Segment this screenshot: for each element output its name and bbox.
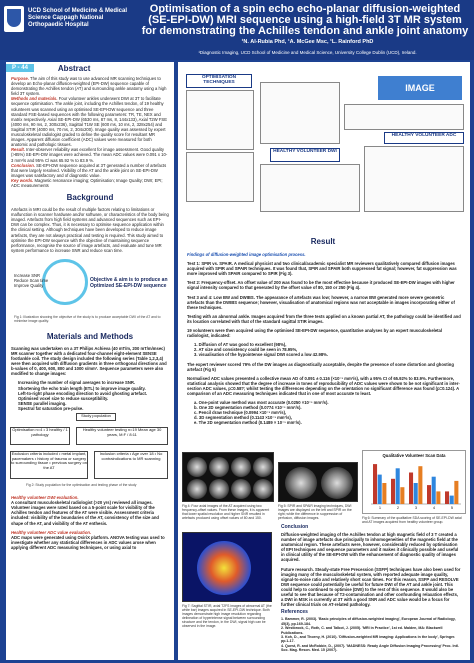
- optimisation-table-2: [186, 152, 254, 202]
- purpose-text: The aim of this study was to use advanced MR scanning techniques to develop an Echo-planar diffusion-weighted (EPI-DW) sequence capable of demonstrating the Achilles tendon (AT) and surrounding ankle anatomy using a high field 3T system.: [11, 76, 167, 97]
- adc-item-e: e. The 2D segmentation method (0.1489 × 10⁻³ mm²/s).: [194, 420, 302, 426]
- chart-bar: [454, 481, 458, 504]
- adc-item-d: d. 3D segmentation method (0.1143 ×10⁻³ mm²/s),: [194, 415, 292, 421]
- abstract-header: [6, 62, 174, 74]
- reference-1: 1. Bammer, R. (2003). 'Basic principles of diffusion-weighted imaging', European Journal of Radiology, 45(3), pp.169-184.: [281, 617, 456, 626]
- materials-steps: [6, 378, 174, 413]
- fig6-caption: Fig 6: Summary of the qualitative SDA scoring of SE-EPI-DW axial and AT images acquired from healthy volunteer group.: [362, 516, 462, 524]
- flow-optimisation: Optimisation n=4 • 3 healthy / 1 pathology: [10, 427, 70, 445]
- step-3: Left-to-right phase encoding direction to avoid ghosting artefact.: [18, 390, 148, 396]
- fig7-caption: Fig 7: Sagittal STIR, axial T2FS images of abnormal AT (the white bar) images acquired in SE-EPI-DW technique. Both images demonstrate high image resolution regarding delineation of hyperintense signal between surrounding structure and the tendon, in the DWI, signal high can be observed in the image.: [182, 604, 272, 628]
- chart-tick-label: 3: [415, 506, 417, 510]
- adc-item-c: c. Pencil draw technique (0.0994 ×10⁻³ mm²/s),: [194, 410, 287, 416]
- result-label: Result.: [11, 147, 25, 153]
- chart-tick-label: 2: [397, 506, 399, 510]
- hv-item-3: 3. visualisation of the hypointense signal DWI scored a low 42.98%.: [194, 352, 329, 358]
- optimisation-box: OPTIMISATION TECHNIQUES: [186, 74, 252, 88]
- chart-bar: [396, 468, 400, 504]
- school-name: UCD School of Medicine & Medical Science Cappagh National Orthopaedic Hospital: [28, 8, 128, 28]
- right-column: [178, 62, 470, 660]
- affiliation: ¹Diagnostic Imaging, UCD School of Medicine and Medical Science, University College Dublin (UCD), Ireland.: [198, 50, 417, 55]
- chart-bar: [436, 491, 440, 504]
- conclusion-text: SE-EPI-DW sequence acquired at 3T generated a number of artefacts that were largely resolved. Visibility of the AT and the ankle joint on SE-EPI-DW images was satisfactory and of diagnostic value.: [11, 162, 167, 178]
- fig2-caption: Fig 2: Study population for the optimisation and testing phase of the study: [26, 483, 137, 488]
- bullet-snr: Increase SNR: [14, 272, 41, 278]
- conclusion-section: [276, 524, 466, 655]
- background-text: Artefacts in MRI could be the result of multiple factors relating to limitations or malfunction in scanner hardware and/or software, or characteristics of the body being imaged. Artefacts from high field systems and advanced sequences such as EPI-DWI can be complex. Thus, it is necessary to optimise sequence application within the clinical setting. Although techniques have been developed to reduce image artefacts, they are not always practical and testing is required. This study aimed to optimise the EPI-DW sequence with the objective of maintaining sequence performance, recognise the source of image artefacts, and evaluate and tune MR system performance to increase SNR and reduce scan time.: [11, 207, 169, 253]
- keywords-text: Magnetic resonance imaging; Optimisation; Image Quality; DWI; EPI; ADC measurements: [11, 177, 163, 188]
- hv-eval-label: Healthy volunteer DWI evaluation.: [11, 495, 79, 501]
- step-5: SENSE parallel imaging.: [18, 400, 67, 406]
- chart-bar: [400, 487, 404, 504]
- study-flowchart: [6, 413, 174, 493]
- flow-inclusion: Inclusion criteria • Age over 18 • No contraindications to MR scanning: [94, 451, 168, 479]
- chart-bar: [414, 483, 418, 504]
- adc-item-a: a. One-point value method was most accurate (0.0250 ×10⁻³ mm²/s).: [194, 400, 329, 406]
- methods-label: Methods and materials.: [11, 96, 58, 102]
- conclusion-label: Conclusion.: [11, 162, 35, 168]
- left-column: [6, 62, 174, 660]
- hv-eval: [6, 493, 174, 528]
- abstract-body: [6, 74, 174, 190]
- bullet-quality: Improve Quality: [14, 282, 44, 288]
- result-text: Inter-observer reliability was excellent for image assessment. Good quality (>85%) SE-EPI-DW images were achieved. The mean ADC values were 0.091 x 10-3 mm²/s and 95% Cl was 65.92 % to 83.9 %.: [11, 147, 168, 163]
- reference-4: 4. Quest, R. and McRobbie, D., (2007). 'MADNESS: Ready Angle Diffusion Imaging Processing' Proc. Intl. Soc. Mag. Reson. Med. 15 (2007).: [281, 643, 459, 653]
- keywords-label: Key words.: [11, 177, 34, 183]
- normalised-adc: Normalised ADC values presented a collective mean AD of 0.091 ± 0.116 (×10⁻³ mm²/s), with a 95% CI of 65.92% to 83.9%. Furthermore, statistical analysis showed that the degree of increase in tones of reproducibility of ADC values were shown to be not significant in inter-section ADC values, p=0.58?; whilst testing the differences depending on the orientation no significant difference was found (p=0.124). A comparison of an ADC measuring techniques indicated that in one of most accurate to least.: [187, 375, 460, 396]
- hv-summary: 19 volunteers were then acquired using the optimised SE-EPI-DW sequence, quantitative analyses by an expert musculoskeletal radiologist, indicated:: [187, 328, 443, 339]
- finding-4: Testing with an abnormal ankle. Images acquired from the three tests applied on a known partial AT, the pathology could be identified and its location correlated with that of the standard sagittal STIR images.: [187, 313, 461, 324]
- fig7-mri-heat: [182, 532, 272, 602]
- hv-list: [182, 340, 466, 359]
- poster-header: [0, 0, 474, 60]
- chart-title: Qualitative Volunteer Scan Data: [382, 453, 446, 458]
- purpose-label: Purpose.: [11, 76, 29, 81]
- chart-bar: [373, 464, 377, 504]
- result-body: [182, 250, 466, 428]
- methods-text: Four volunteer ankles underwent DWI at 3T to facilitate sequence optimisation. The ankle joint, including the Achilles tendon, of 19 healthy volunteers was scanned using an optimised SE-EPI-DW sequence and three standard FSE-based sequences with the following parameters: TR, TE, NEX and matrix respectively. Axial SE-EPI-DW (6530 ms, 87 ms, 8, 144x133), Axial T2W FSE (4000 ms, 90 ms, 2, 300x236), Sagittal T1W SE (600 ms, 10 ms, 2, 328x254) and Sagittal STIR (4000 ms, 70 ms, 2, 304x200). Image quality was assessed by expert musculoskeletal radiologist graded to define the quality score for resultant MR images. Apparent diffusion coefficient (ADC) values were measured for both anatomic and pathologic tissues.: [11, 96, 167, 148]
- chart-bar: [382, 483, 386, 504]
- parameters-table: [260, 82, 340, 144]
- authors: ¹N. Al-Rubia Phd, ¹A. McGee Msc, ¹L. Rainford PhD: [241, 39, 374, 45]
- chart-bar: [432, 477, 436, 504]
- adc-eval: [6, 528, 174, 552]
- adc-item-b: b. One 2D segmentation method (0.0774 ×10⁻³ mm²/s).: [194, 405, 302, 411]
- ucd-logo: [4, 6, 24, 32]
- chart-tick-label: 1: [379, 506, 381, 510]
- materials-heading: Materials and Methods: [46, 331, 134, 341]
- step-1: Increasing the number of signal averages to increase SNR.: [18, 380, 136, 386]
- conclusion-body: Diffusion-weighted imaging of the Achilles tendon at high magnetic field of 3 T created a number of image artefacts due principally to inhomogeneities of the magnetic field at the anatomical region. These artefacts were, however, considerably reduced by optimisation of EPI techniques and sequence parameters and it makes it clinically possible and useful in clinical utility of the SE-EPI-DW with the enhancement of diagnostic quality of images acquired.: [281, 532, 459, 563]
- result-heading: Result: [310, 237, 336, 246]
- background-heading: Background: [66, 193, 114, 203]
- flow-exclusion: Exclusion criteria included • metal implant, pacemakers • history of trauma or surgery to surrounding tissue • previous surgery on the AT: [10, 451, 88, 479]
- adc-eval-text: ADC maps were generated using OsiriX platform. ANOVA testing was used to investigate whether any statistical differences in ADC values arose when applying different ADC measuring techniques, or using axial to: [11, 534, 165, 550]
- fig4-caption: Fig 4: Four axial images of the AT acquired using two frequency-offset values. From these images, it is apparent that lower spatial resolution and higher SNR resulted in artefacts produced using offset values of 80 and 150.: [182, 504, 270, 520]
- fig5-caption: Fig 5: SPIR and SPAIR imaging techniques, DWI images are displayed on the left and SPIR on the right; while the difference in suppression of perfusion, diffusion images.: [278, 504, 352, 520]
- objective-aim: Objective & aim is to produce an Optimized SE-EPI-DW sequence: [90, 276, 168, 289]
- chart-tick-label: 5: [451, 506, 453, 510]
- future-research: Future research. Steady-state Free Precession (SSFP) techniques have also been used for imaging many of the musculoskeletal system, with reported adequate image quality, signal-to-noise ratio and relatively short scan times. For this reason, SSFP and RESOLVE DWI sequence could potentially be useful for future DWI of the AT and ankle joint. This could help to continued to optimise (DWI) to the rest of this sequence. It would also be useful to see that because of T2-contamination and other confounding relaxation effects, a DWI in MSK is currently at 3T with a good SNR and ADC value would be a focus for further clinical trials on AT-related pathology.: [281, 566, 461, 608]
- expert-score: The expert reviewer scored 79% of the DW images as diagnostically acceptable, despite the presence of some distortion and ghosting artefact (Fig 5): [187, 361, 454, 372]
- image-acquisition-box: IMAGE: [378, 76, 462, 100]
- step-6: Spectral fat saturation pre-pulse.: [18, 405, 84, 411]
- conclusion-heading: Conclusion: [281, 524, 309, 530]
- finding-1: Test 1: SPIR vs. SPAIR. A medical physicist and two clinical/academic specialist MR reviewers qualitatively compared diffusion images acquired with SPIR and SPAIR techniques. It was found that, SPIR and SPAIR both suppressed fat signal; however, fat suppression was more improved with SPAIR compared to SPIR (Fig 3).: [187, 261, 457, 277]
- fig5-mri-pair: [278, 462, 358, 502]
- target-ring: [42, 259, 88, 305]
- chart-bar: [378, 475, 382, 504]
- chart-bar: [450, 496, 454, 504]
- hv-adc-box: HEALTHY VOLUNTEER ADC: [384, 132, 464, 144]
- optimisation-table: [186, 90, 254, 150]
- hv-adc-table: [364, 146, 464, 212]
- step-2: Shortening the echo train length (ETL) to improve image quality.: [18, 385, 146, 391]
- adc-list: [182, 398, 466, 427]
- reference-2: 2. Westbrook, C., Roth, C. and Talbot, J. (2005). 'MRI in Practice', 1st ed. Malden, MA: Blackwell Publications.: [281, 626, 443, 635]
- hv-dwi-box: HEALTHY VOLUNTEER DWI: [270, 148, 340, 162]
- finding-3: Test 3 and 4: Low BW and DWIBS. The appearance of artefacts was low; however, a narrow BW generated more severe geometric artefacts than the DWIBS sequence; however, visualisation of anatomical regions was not acceptable in images incorporating either of these techniques.: [187, 294, 455, 310]
- references-list: [276, 615, 466, 654]
- objective-bullets: [14, 273, 48, 288]
- chart-bar: [418, 466, 422, 504]
- fig6-chart: [362, 450, 466, 514]
- hv-item-2: 2. AT size and consistency could be seen in 78.95%,: [194, 347, 298, 353]
- references-heading: References: [281, 609, 308, 616]
- flow-population: Study population: [76, 413, 116, 421]
- hv-item-1: 1. Diffusion of AT was good to excellent (98%),: [194, 342, 287, 348]
- bullet-scan-time: Reduce Scan time: [14, 277, 49, 283]
- poster-title: Optimisation of a spin echo echo-planar diffusion-weighted (SE-EPI-DW) MRI sequence using a high-field 3T MR system for demonstrating the Achilles tendon and ankle joint anatomy: [141, 3, 469, 37]
- abstract-heading: Abstract: [57, 63, 91, 73]
- chart-tick-label: 4: [433, 506, 435, 510]
- poster-id-tag: P - 44: [6, 64, 34, 72]
- hv-eval-text: A consultant musculoskeletal radiologist (>20 yrs) reviewed all images. Volunteer images were rated based on a 5-point scale for visibility of the Achilles tendon and features of the AT were visible. Assessment criteria included: visibility of the boundaries of the AT, consistency of the size and shape of the AT, and visibility of the AT enthesis.: [11, 500, 159, 526]
- step-4: Optimised voxel size to reduce susceptibility.: [18, 395, 109, 401]
- finding-2: Test 2: Frequency-offset. An offset value of 200 was found to be the most effective because it produced SE-EPI-DW images with higher signal intensity compared to that generated by the offset value of 80, 150 or 250 (Fig 4).: [187, 280, 455, 291]
- fig1-caption: Fig 1: Illustration showing the objective of the study is to produce acceptable DWI of the AT and to minimise image quality.: [14, 314, 161, 323]
- objective-figure: [6, 255, 174, 329]
- hv-dwi-table: [260, 164, 360, 212]
- flow-healthy: Healthy volunteer testing n=19 Mean age 30 years, M:F / 8:11: [76, 427, 168, 445]
- reference-3: 3. Koh, D., and Thoeny, H. (2010). 'Diffusion-weighted MR imaging: Applications in the body', Springer. pp.1-17.: [281, 634, 456, 644]
- chart-bar: [445, 491, 449, 504]
- chart-bar: [409, 473, 413, 505]
- materials-intro: Scanning was undertaken on a 3T Philips Achieva (40 mT/m, 200 mT/m/msec) MR scanner together with a dedicated four-channel eight-element SENSE foot/ankle coil. The study design included the following series (Table 1,2,3,4) were then acquired with diffusion gradients in three orthogonal directions and b-values of 0, 400, 600, 800 and 1000 s/mm². Sequence parameters were also modified to change images:: [11, 345, 167, 377]
- chart-bar: [391, 479, 395, 504]
- chart-svg: [363, 458, 465, 512]
- acquisition-table: [344, 104, 464, 130]
- findings-label: Findings of diffusion-weighted image optimisation process.: [187, 252, 306, 257]
- adc-eval-label: Healthy volunteer ADC value evaluation.: [11, 529, 92, 535]
- chart-bar: [427, 485, 431, 504]
- fig4-mri-grid: [182, 452, 274, 502]
